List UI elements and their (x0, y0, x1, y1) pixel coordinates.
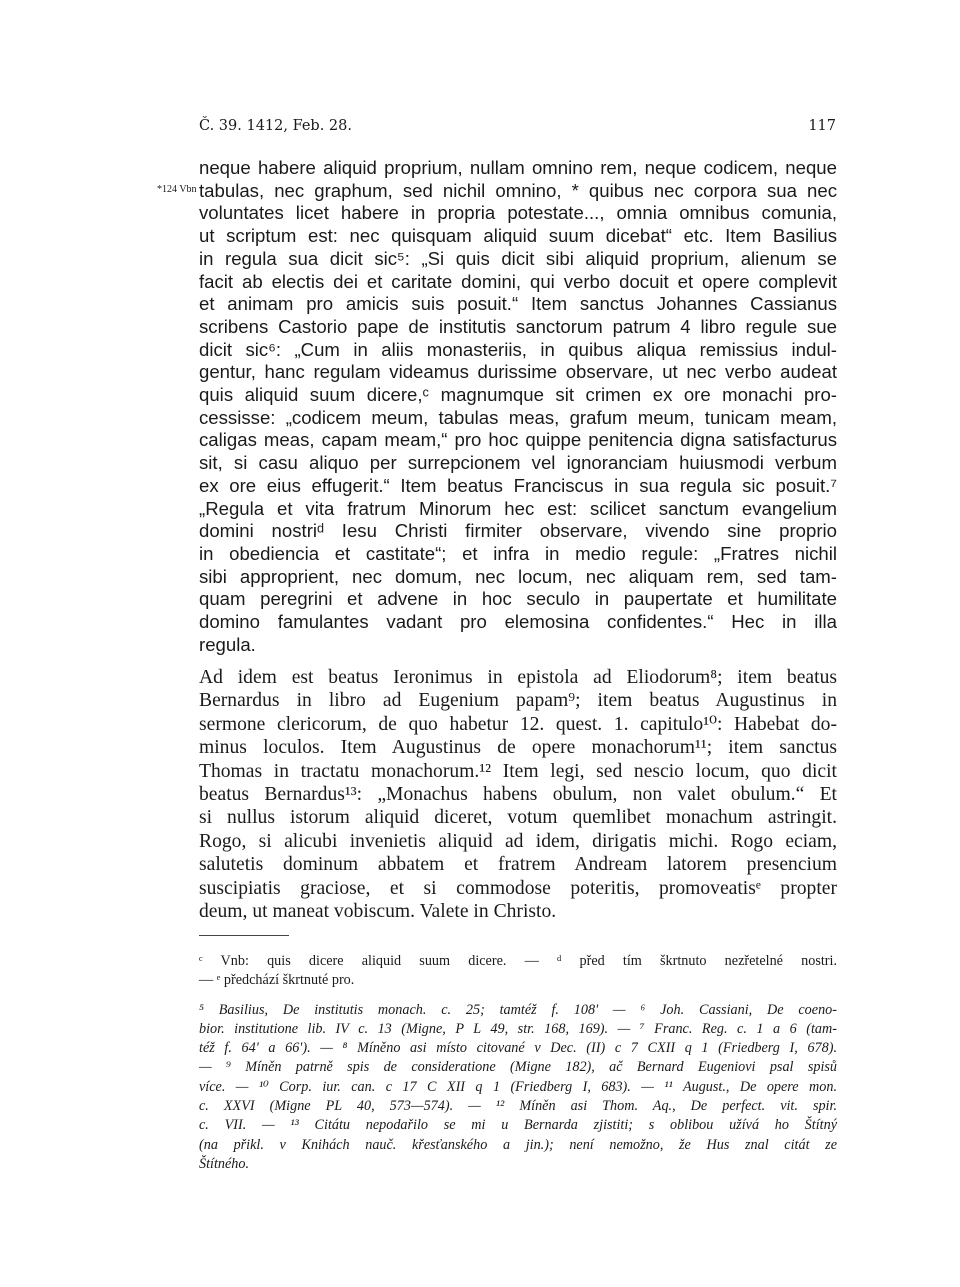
text-line: ⁵ Basilius, De institutis monach. c. 25; tamtéž f. 108' — ⁶ Joh. Cassiani, De coeno- (199, 1001, 837, 1018)
footnotes (199, 952, 837, 1174)
text-line: sit, si casu aliquo per surrepcionem vel ignoranciam huiusmodi verbum (199, 452, 837, 474)
text-line: minus loculos. Item Augustinus de opere monachorum¹¹; item sanctus (199, 737, 837, 759)
text-line: bior. institutione lib. IV c. 13 (Migne, P L 49, str. 168, 169). — ⁷ Franc. Reg. c. 1 a 6 (tam- (199, 1020, 837, 1037)
text-line: caligas meas, capam meam,“ pro hoc quippe penitencia digna satisfacturus (199, 429, 837, 451)
text-line: c. VII. — ¹³ Citátu nepodařilo se mi u Bernarda zjistiti; s oblibou užívá ho Štítný (199, 1117, 837, 1134)
text-line: sermone clericorum, de quo habetur 12. quest. 1. capitulo¹⁰: Habebat do- (199, 713, 837, 735)
text-line: si nullus istorum aliquid diceret, votum quemlibet monachum astringit. (199, 807, 837, 829)
text-line: voluntates licet habere in propria potestate..., omnia omnibus comunia, (199, 202, 837, 224)
text-line: in regula sua dicit sic⁵: „Si quis dicit sibi aliquid proprium, alienum se (199, 247, 837, 269)
text-line: též f. 64' a 66'). — ⁸ Míněno asi místo citované v Dec. (II) c 7 CXII q 1 (Friedberg I, 678). (199, 1040, 837, 1057)
text-line: Bernardus in libro ad Eugenium papam⁹; item beatus Augustinus in (199, 690, 837, 712)
text-line: facit ab electis dei et caritate domini, qui verbo docuit et opere complevit (199, 270, 837, 292)
footnotes-apparatus (199, 952, 837, 991)
text-line: Thomas in tractatu monachorum.¹² Item legi, sed nescio locum, quo dicit (199, 760, 837, 782)
text-line: ᶜ Vnb: quis dicere aliquid suum dicere. — ᵈ před tím škrtnuto nezřetelné nostri. (199, 953, 837, 969)
text-line: c. XXVI (Migne PL 40, 573—574). — ¹² Míněn asi Thom. Aq., De perfect. vit. spir. (199, 1098, 837, 1115)
text-line: Rogo, si alicubi invenietis aliquid ad idem, dirigatis michi. Rogo eciam, (199, 830, 837, 852)
footnote-separator (199, 935, 289, 936)
text-line: — ᵉ předchází škrtnuté pro. (199, 972, 355, 989)
text-line: Štítného. (199, 1155, 250, 1172)
text-line: gentur, hanc regulam videamus durissime observare, ut nec verbo audeat (199, 361, 837, 383)
text-line: „Regula et vita fratrum Minorum hec est: scilicet sanctum evangelium (199, 497, 837, 519)
text-line: domino famulantes vadant pro elemosina confidentes.“ Hec in illa (199, 611, 837, 633)
text-line: neque habere aliquid proprium, nullam omnino rem, neque codicem, neque (199, 157, 837, 178)
text-line: domini nostriᵈ Iesu Christi firmiter observare, vivendo sine proprio (199, 520, 837, 542)
text-line: in obediencia et castitate“; et infra in medio regule: „Fratres nichil (199, 542, 837, 564)
text-line: quis aliquid suum dicere,ᶜ magnumque sit crimen ex ore monachi pro- (199, 384, 837, 406)
text-line: regula. (199, 633, 256, 655)
main-text-paragraph-1 (199, 157, 837, 656)
page-number: 117 (808, 118, 836, 134)
text-line: sibi approprient, nec domum, nec locum, nec aliquam rem, sed tam- (199, 565, 837, 587)
text-line: ex ore eius effugerit.“ Item beatus Franciscus in sua regula sic posuit.⁷ (199, 474, 837, 496)
text-line: et animam pro amicis suis posuit.“ Item sanctus Johannes Cassianus (199, 293, 837, 315)
margin-note: *124 Vbn (157, 184, 197, 195)
footnotes-sources (199, 1001, 837, 1175)
text-line: (na přikl. v Knihách nauč. křesťanského a jin.); není nemožno, že Hus znal citát ze (199, 1136, 837, 1153)
text-line: scribens Castorio pape de institutis sanctorum patrum 4 libro regule sue (199, 315, 837, 337)
text-line: cessisse: „codicem meum, tabulas meas, grafum meum, tunicam meam, (199, 406, 837, 428)
text-line: beatus Bernardus¹³: „Monachus habens obulum, non valet obulum.“ Et (199, 784, 837, 806)
text-line: tabulas, nec graphum, sed nichil omnino, * quibus nec corpora sua nec (199, 179, 837, 201)
text-line: quam peregrini et advene in hoc seculo in paupertate et humilitate (199, 588, 837, 610)
text-line: dicit sic⁶: „Cum in aliis monasteriis, in quibus aliqua remissius indul- (199, 338, 837, 360)
main-text-paragraph-2 (199, 666, 837, 923)
text-line: deum, ut maneat vobiscum. Valete in Christo. (199, 901, 557, 923)
running-head: Č. 39. 1412, Feb. 28. (199, 118, 352, 134)
text-line: ut scriptum est: nec quisquam aliquid suum dicebat“ etc. Item Basilius (199, 225, 837, 247)
text-line: salutetis dominum abbatem et fratrem Andream latorem presencium (199, 854, 837, 876)
text-line: více. — ¹⁰ Corp. iur. can. c 17 C XII q 1 (Friedberg I, 683). — ¹¹ August., De opere mon. (199, 1078, 837, 1095)
text-line: Ad idem est beatus Ieronimus in epistola ad Eliodorum⁸; item beatus (199, 667, 837, 688)
text-line: suscipiatis graciose, et si commodose poteritis, promoveatisᵉ propter (199, 877, 837, 899)
text-line: — ⁹ Míněn patrně spis de consideratione (Migne 182), ač Bernard Eugeniovi psal spisů (199, 1059, 837, 1076)
